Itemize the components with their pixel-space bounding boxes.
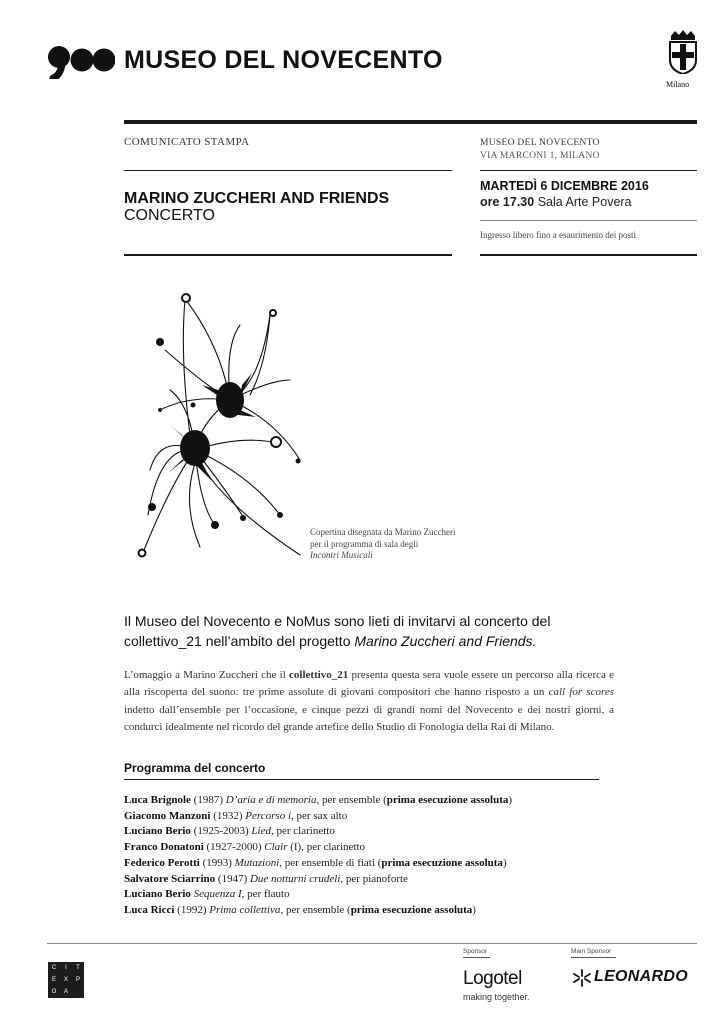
- work-detail: (I), per clarinetto: [287, 841, 366, 854]
- main-sponsor-label: Main Sponsor: [571, 948, 612, 955]
- program-heading: Programma del concerto: [124, 761, 266, 775]
- footer-divider: [47, 943, 697, 944]
- museum-title: MUSEO DEL NOVECENTO: [124, 46, 443, 74]
- work-title: Clair: [264, 841, 288, 854]
- work-detail-close: ): [472, 903, 476, 916]
- milano-crest-icon: [667, 30, 699, 74]
- composer-years: (1992): [174, 903, 210, 916]
- citexpoa-letter: A: [63, 989, 68, 995]
- event-title: MARINO ZUCCHERI AND FRIENDS: [124, 190, 390, 207]
- program-item: [124, 793, 624, 809]
- citexpoa-logo: [48, 962, 84, 998]
- composer-name: Federico Perotti: [124, 856, 200, 869]
- program-item: [124, 840, 624, 856]
- work-title: Sequenza I: [193, 888, 242, 901]
- press-divider: [124, 170, 452, 171]
- event-subtitle: CONCERTO: [124, 207, 215, 224]
- work-detail-close: ): [502, 856, 507, 869]
- composer-name: Franco Donatoni: [124, 841, 204, 854]
- venue-name: MUSEO DEL NOVECENTO: [480, 138, 600, 148]
- citexpoa-letter: E: [51, 977, 56, 983]
- composer-years: (1932): [210, 809, 246, 822]
- work-title: Prima collettiva: [209, 903, 281, 916]
- cover-caption-title: Incontri Musicali: [310, 550, 373, 560]
- event-time: ore 17.30: [480, 195, 535, 209]
- citexpoa-letter: I: [65, 965, 67, 971]
- intro-heading-project: Marino Zuccheri and Friends.: [354, 633, 537, 649]
- logotel-tagline: making together.: [463, 992, 530, 1002]
- program-item: [124, 856, 624, 872]
- composer-years: (1947): [215, 872, 250, 885]
- program-item: [124, 903, 624, 919]
- work-detail: , per flauto: [241, 888, 290, 901]
- logotel-logo: Logotel: [463, 968, 522, 989]
- composer-name: Luca Brignole: [124, 794, 191, 806]
- composer-years: (1925-2003): [190, 825, 252, 838]
- composer-name: Giacomo Manzoni: [124, 809, 211, 822]
- work-detail-close: ): [508, 794, 513, 806]
- program-item: [124, 887, 624, 903]
- museum-900-logo: [47, 45, 115, 79]
- leonardo-logo: LEONARDO: [594, 968, 688, 985]
- program-item: [124, 824, 624, 840]
- entry-note: Ingresso libero fino a esaurimento dei posti: [480, 230, 636, 240]
- citexpoa-letter: C: [51, 965, 57, 971]
- body-text: indetto dall’ensemble per l’occasione, e cinque pezzi di grandi nomi del Novecento e dei nostri giorni, a condurci idealmente nel ricordo del grande artefice dello Studio di Fonologia della Rai di Milano.: [124, 703, 614, 733]
- composer-name: Luciano Berio: [124, 888, 191, 901]
- composer-name: Luca Ricci: [124, 903, 175, 916]
- milano-label: Milano: [666, 80, 690, 89]
- composer-years: (1927-2000): [203, 841, 265, 854]
- work-title: Lied: [251, 825, 271, 838]
- program-item: [124, 872, 624, 888]
- right-bottom-divider: [480, 254, 697, 256]
- event-time-row: [480, 195, 632, 209]
- work-detail: , per ensemble (: [280, 903, 351, 916]
- work-detail: , per ensemble (: [316, 794, 387, 806]
- work-title: Mutazioni: [234, 856, 280, 869]
- work-title: D’aria e di memoria: [225, 794, 317, 806]
- intro-heading: [124, 611, 624, 651]
- work-detail: , per ensemble di fiati (: [279, 856, 382, 869]
- left-bottom-divider: [124, 254, 452, 256]
- body-call-for-scores: call for scores: [548, 686, 615, 699]
- venue-address: VIA MARCONI 1, MILANO: [480, 151, 600, 161]
- composer-years: (1993): [199, 856, 235, 869]
- work-title: Percorso i: [245, 809, 292, 822]
- composer-years: (1987): [190, 794, 226, 806]
- work-title: Due notturni crudeli: [249, 872, 341, 885]
- event-date: MARTEDÌ 6 DICEMBRE 2016: [480, 179, 649, 193]
- sponsor-label: Sponsor: [463, 948, 488, 955]
- work-detail: , per sax alto: [291, 809, 348, 822]
- body-paragraph: [124, 667, 614, 736]
- venue-divider: [480, 170, 697, 171]
- press-release-label: COMUNICATO STAMPA: [124, 136, 250, 148]
- composer-name: Salvatore Sciarrino: [124, 872, 216, 885]
- event-room: Sala Arte Povera: [537, 195, 632, 209]
- composer-name: Luciano Berio: [124, 825, 191, 838]
- intro-heading-text: Il Museo del Novecento e NoMus sono lieti di invitarvi al concerto del collettivo_21 nell’ambito del progetto: [124, 613, 551, 649]
- citexpoa-letter: O: [51, 989, 57, 995]
- cover-caption-line: Copertina disegnata da Marino Zuccheri: [310, 527, 456, 537]
- body-text: presenta questa sera vuole essere un percorso alla ricerca e alla riscoperta del suono: tre prime assolute di giovani compositori che hanno risposto a un: [124, 669, 614, 699]
- body-text: L’omaggio a Marino Zuccheri che il: [124, 669, 290, 681]
- premiere-note: prima esecuzione assoluta: [381, 856, 503, 869]
- program-list: [124, 793, 624, 919]
- body-ensemble-name: collettivo_21: [289, 669, 349, 681]
- premiere-note: prima esecuzione assoluta: [350, 903, 473, 916]
- cover-artwork: [130, 285, 310, 565]
- work-detail: , per clarinetto: [270, 825, 335, 838]
- program-divider: [124, 779, 599, 780]
- citexpoa-letter: X: [63, 977, 68, 983]
- program-item: [124, 809, 624, 825]
- leonardo-star-icon: [571, 968, 593, 988]
- citexpoa-letter: P: [75, 977, 80, 983]
- premiere-note: prima esecuzione assoluta: [386, 794, 509, 806]
- top-divider: [124, 120, 697, 124]
- work-detail: , per pianoforte: [340, 872, 408, 885]
- sponsor-label-underline: [463, 957, 490, 958]
- cover-caption-line: per il programma di sala degli: [310, 538, 419, 549]
- cover-caption: [310, 527, 490, 562]
- citexpoa-letter: T: [76, 965, 80, 971]
- main-sponsor-label-underline: [571, 957, 616, 958]
- time-divider: [480, 220, 697, 221]
